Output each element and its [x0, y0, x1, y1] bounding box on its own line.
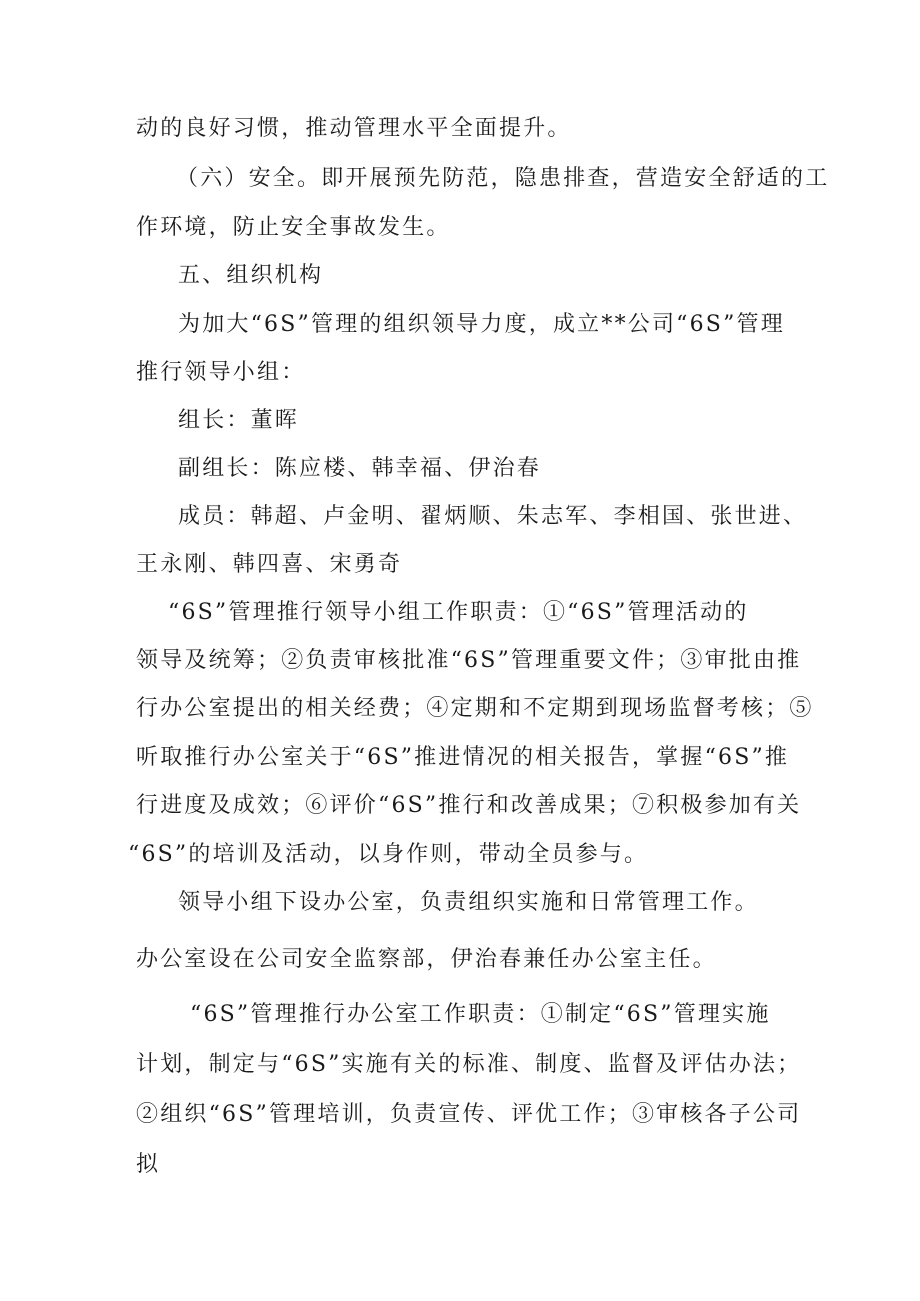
- text-line: 动的良好习惯，推动管理水平全面提升。: [136, 116, 572, 141]
- text-line: 行办公室提出的相关经费；④定期和不定期到现场监督考核；⑤: [136, 696, 814, 721]
- text-line: “6S”管理推行领导小组工作职责：①“6S”管理活动的: [168, 600, 749, 625]
- text-line: 作环境，防止安全事故发生。: [136, 215, 451, 240]
- text-line: ②组织“6S”管理培训，负责宣传、评优工作；③审核各子公司: [136, 1102, 802, 1127]
- text-line: 拟: [136, 1152, 161, 1177]
- text-line: “6S”管理推行办公室工作职责：①制定“6S”管理实施: [190, 1002, 771, 1027]
- text-line: 副组长：陈应楼、韩幸福、伊治春: [178, 456, 542, 481]
- text-line: 为加大“6S”管理的组织领导力度，成立**公司“6S”管理: [178, 312, 785, 337]
- text-line: 领导小组下设办公室，负责组织实施和日常管理工作。: [178, 890, 759, 915]
- text-line: 办公室设在公司安全监察部，伊治春兼任办公室主任。: [136, 947, 717, 972]
- text-line: 听取推行办公室关于“6S”推进情况的相关报告，掌握“6S”推: [136, 745, 790, 770]
- text-line: （六）安全。即开展预先防范，隐患排查，营造安全舒适的工: [176, 166, 830, 191]
- text-line: 成员：韩超、卢金明、翟炳顺、朱志军、李相国、张世进、: [178, 504, 808, 529]
- text-line: “6S”的培训及活动，以身作则，带动全员参与。: [128, 842, 649, 867]
- text-line: 计划，制定与“6S”实施有关的标准、制度、监督及评估办法；: [136, 1052, 802, 1077]
- section-heading: 五、组织机构: [178, 263, 324, 288]
- text-line: 行进度及成效；⑥评价“6S”推行和改善成果；⑦积极参加有关: [136, 793, 802, 818]
- text-line: 组长：董晖: [178, 408, 300, 433]
- text-line: 王永刚、韩四喜、宋勇奇: [136, 552, 403, 577]
- text-line: 领导及统筹；②负责审核批准“6S”管理重要文件；③审批由推: [136, 648, 802, 673]
- text-line: 推行领导小组：: [136, 360, 306, 385]
